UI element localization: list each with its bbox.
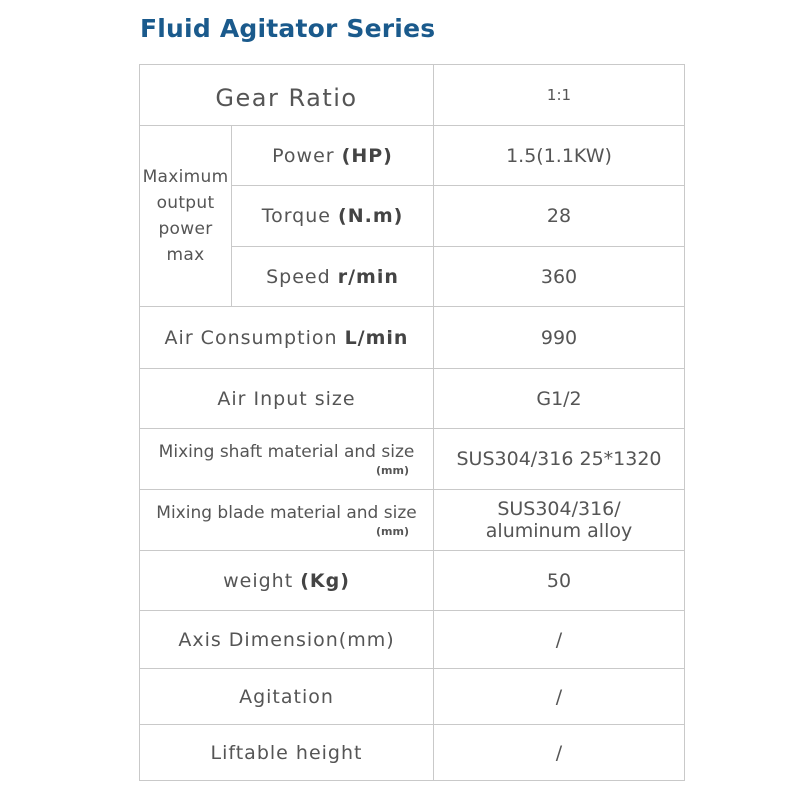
shaft-value: SUS304/316 25*1320	[434, 429, 685, 490]
speed-unit: r/min	[337, 265, 399, 288]
max-output-group-label	[140, 126, 232, 307]
liftable-height-value: /	[434, 725, 685, 781]
table-row	[140, 369, 685, 429]
group-label-line: output	[156, 193, 215, 213]
air-consumption-value: 990	[434, 307, 685, 369]
air-consumption-label	[140, 307, 434, 369]
group-label-line: power	[158, 219, 213, 239]
axis-dimension-value: /	[434, 611, 685, 669]
group-label-line: Maximum	[142, 167, 229, 187]
table-row	[140, 490, 685, 551]
table-row	[140, 429, 685, 490]
speed-value: 360	[434, 247, 685, 307]
table-row	[140, 669, 685, 725]
air-consumption-unit: L/min	[344, 326, 409, 349]
blade-value-line: SUS304/316/	[497, 498, 621, 520]
air-consumption-label-text: Air Consumption	[164, 326, 338, 349]
spec-table	[139, 64, 685, 781]
group-label-line: max	[166, 245, 205, 265]
table-row	[140, 611, 685, 669]
power-value: 1.5(1.1KW)	[434, 126, 685, 186]
shaft-label	[140, 429, 434, 490]
power-label	[232, 126, 434, 186]
torque-value: 28	[434, 186, 685, 247]
gear-ratio-value: 1:1	[434, 65, 685, 126]
table-row	[140, 307, 685, 369]
axis-dimension-label: Axis Dimension(mm)	[140, 611, 434, 669]
torque-label-text: Torque	[261, 205, 331, 227]
speed-label-text: Speed	[266, 265, 331, 288]
shaft-unit: (mm)	[376, 463, 409, 477]
table-row	[140, 551, 685, 611]
table-row	[140, 65, 685, 126]
power-unit: (HP)	[341, 144, 393, 167]
table-row	[140, 126, 685, 186]
weight-unit: (Kg)	[300, 569, 350, 592]
blade-value-line: aluminum alloy	[485, 520, 633, 542]
liftable-height-label: Liftable height	[140, 725, 434, 781]
gear-ratio-label: Gear Ratio	[140, 65, 434, 126]
speed-label	[232, 247, 434, 307]
weight-value: 50	[434, 551, 685, 611]
blade-label	[140, 490, 434, 551]
shaft-label-text: Mixing shaft material and size	[158, 441, 415, 462]
agitation-value: /	[434, 669, 685, 725]
torque-unit: (N.m)	[338, 205, 404, 227]
power-label-text: Power	[272, 144, 335, 167]
air-input-value: G1/2	[434, 369, 685, 429]
page-title: Fluid Agitator Series	[140, 14, 436, 43]
weight-label-text: weight	[223, 569, 294, 592]
table-row	[140, 725, 685, 781]
blade-unit: (mm)	[376, 524, 409, 538]
torque-label	[232, 186, 434, 247]
blade-value	[434, 490, 685, 551]
blade-label-text: Mixing blade material and size	[156, 502, 417, 523]
weight-label	[140, 551, 434, 611]
air-input-label: Air Input size	[140, 369, 434, 429]
agitation-label: Agitation	[140, 669, 434, 725]
